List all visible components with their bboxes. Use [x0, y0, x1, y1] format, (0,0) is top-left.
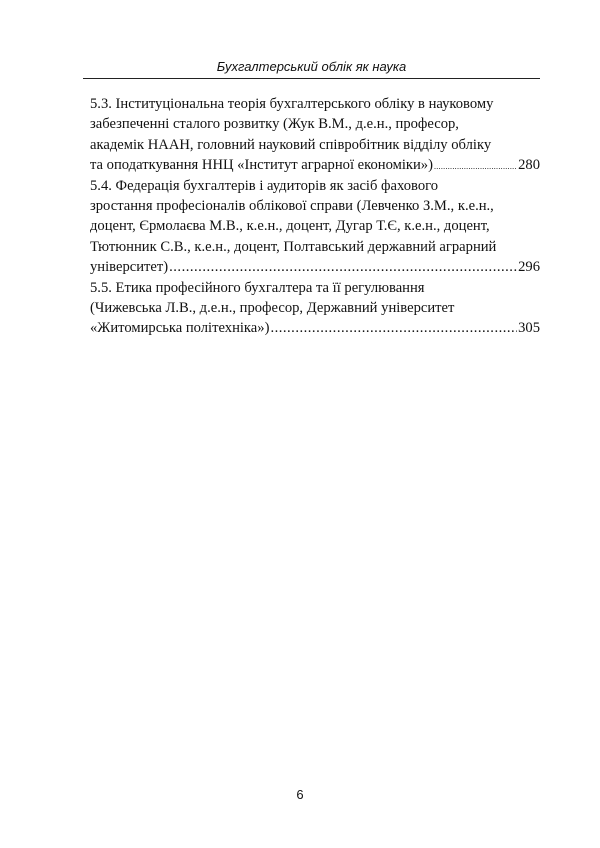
toc-entry-5-5[interactable] [90, 278, 540, 339]
toc-entry-text-line: (Чижевська Л.В., д.е.н., професор, Державний університет [90, 299, 455, 316]
toc-entry-text-line: та оподаткування ННЦ «Інститут аграрної економіки») [90, 157, 433, 174]
page-number: 6 [296, 787, 304, 802]
toc-page-number: 280 [518, 157, 540, 174]
running-header: Бухгалтерський облік як наука [216, 59, 407, 74]
table-of-contents [90, 94, 540, 339]
toc-entry-last-line [90, 318, 540, 338]
toc-entry-text-line: зростання професіоналів облікової справи (Левченко З.М., к.е.н., [90, 197, 494, 214]
dot-leader [270, 318, 517, 338]
toc-entry-text-line: 5.3. Інституціональна теорія бухгалтерського обліку в науковому [90, 96, 494, 112]
toc-entry-text-line: доцент, Єрмолаєва М.В., к.е.н., доцент, Дугар Т.Є, к.е.н., доцент, [90, 218, 490, 235]
toc-entry-text-line: 5.5. Етика професійного бухгалтера та її регулювання [90, 279, 425, 296]
toc-entry-last-line [90, 155, 540, 175]
toc-entry-last-line [90, 257, 540, 277]
dot-leader [169, 257, 517, 277]
toc-entry-text-line: «Житомирська політехніка») [90, 320, 270, 337]
toc-entry-5-4[interactable] [90, 176, 540, 278]
toc-page-number: 296 [518, 259, 540, 276]
toc-page-number: 305 [518, 320, 540, 337]
toc-entry-text-line: Тютюнник С.В., к.е.н., доцент, Полтавський державний аграрний [90, 238, 497, 255]
toc-entry-text-line: 5.4. Федерація бухгалтерів і аудиторів як засіб фахового [90, 177, 439, 194]
toc-entry-text-line: університет) [90, 259, 169, 276]
toc-entry-text-line: забезпеченні сталого розвитку (Жук В.М., д.е.н., професор, [90, 116, 459, 133]
dot-leader [434, 155, 517, 175]
toc-entry-text-line: академік НААН, головний науковий співробітник відділу обліку [90, 136, 492, 153]
header-rule [83, 78, 540, 79]
toc-entry-5-3[interactable] [90, 94, 540, 176]
